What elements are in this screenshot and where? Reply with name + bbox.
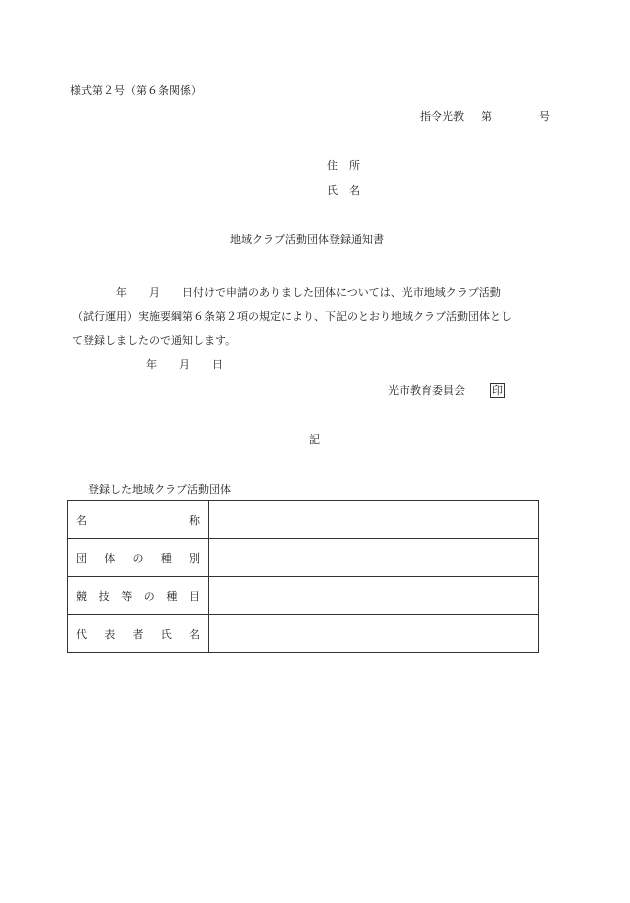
seal-stamp: 印 [492,384,503,397]
label-char: 名 [76,513,87,527]
body-line-2: （試行運用）実施要綱第６条第２項の規定により、下記のとおり地域クラブ活動団体とし [72,310,512,323]
label-char: 称 [189,513,200,527]
value-cell [209,539,539,577]
row-label [68,577,209,615]
row-label [68,615,209,653]
label-char: 表 [104,627,116,641]
label-char: 体 [104,551,116,565]
table-row [68,577,539,615]
label-char: 等 [121,589,133,603]
label-char: 目 [188,589,200,603]
recipient-address-label: 住 所 [327,159,360,172]
label-char: 種 [160,551,172,565]
body-text [72,281,552,353]
table-row [68,615,539,653]
registration-table [67,500,539,653]
doc-number-dai: 第 [481,110,492,123]
label-char: 種 [166,589,178,603]
label-char: 代 [76,627,87,641]
table-row [68,539,539,577]
label-char: の [143,589,155,603]
value-cell [209,615,539,653]
body-line-3: て登録しましたので通知します。 [72,334,237,347]
issuer [388,383,505,398]
doc-number-prefix: 指令光教 [420,110,464,123]
label-char: 別 [189,551,200,565]
document-number [420,110,550,124]
label-char: 名 [189,627,200,641]
value-cell [209,501,539,539]
label-char: の [132,551,144,565]
label-char: 団 [76,551,87,565]
label-char: 競 [76,589,87,603]
label-char: 者 [132,627,144,641]
doc-number-go: 号 [539,110,550,123]
label-char: 氏 [160,627,172,641]
table-row [68,501,539,539]
label-char: 技 [98,589,110,603]
section-title: 登録した地域クラブ活動団体 [88,483,231,496]
value-cell [209,577,539,615]
recipient-name-label: 氏 名 [327,184,360,197]
row-label [68,501,209,539]
issue-date: 年 月 日 [146,358,223,371]
row-label [68,539,209,577]
form-number: 様式第２号（第６条関係） [70,84,202,97]
document-title: 地域クラブ活動団体登録通知書 [230,233,384,246]
ki-heading: 記 [309,433,320,446]
issuer-name: 光市教育委員会 [388,384,465,397]
body-line-1: 年 月 日付けで申請のありました団体については、光市地域クラブ活動 [72,286,501,299]
